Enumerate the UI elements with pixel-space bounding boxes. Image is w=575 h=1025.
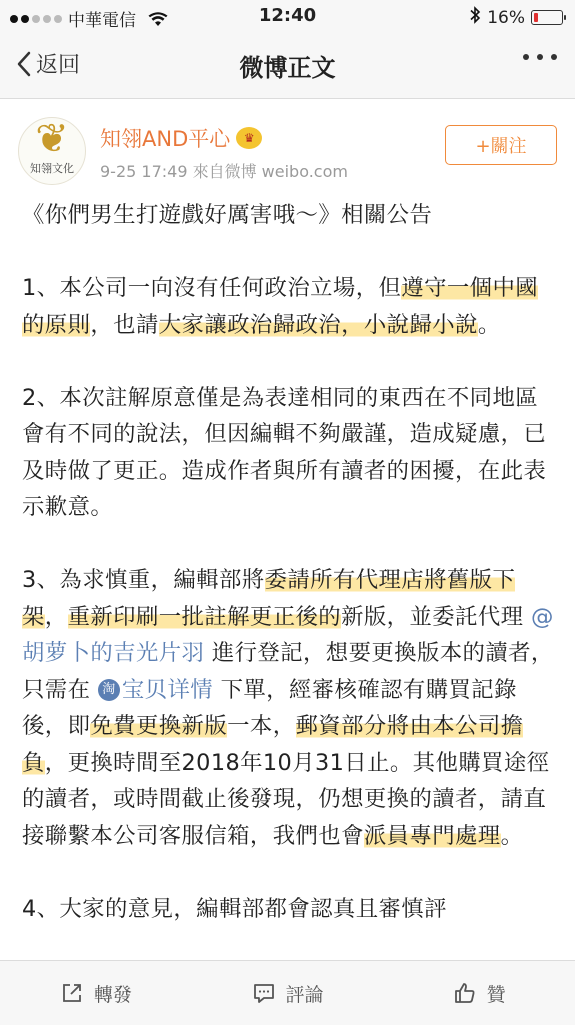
status-bar <box>0 0 575 34</box>
highlight: 遵守一個中國的原則 <box>22 275 539 338</box>
battery-icon <box>531 10 563 25</box>
vip-badge-icon: ♛ <box>236 127 262 149</box>
fade-overlay <box>0 935 575 961</box>
avatar-caption: 知翎文化 <box>30 162 74 175</box>
mention-link[interactable]: @胡萝卜的吉光片羽 <box>22 603 554 666</box>
comment-label: 評論 <box>285 983 324 1006</box>
status-right <box>469 6 563 29</box>
back-label: 返回 <box>36 53 81 78</box>
highlight: 委請所有代理店將舊版下架 <box>22 567 516 630</box>
username-link[interactable] <box>100 123 262 153</box>
paragraph-1: 1、本公司一向沒有任何政治立場，但遵守一個中國的原則，也請大家讓政治歸政治，小說歸小說。 <box>22 275 539 338</box>
comment-icon <box>252 981 276 1005</box>
status-time: 12:40 <box>258 5 317 26</box>
battery-percent: 16% <box>487 7 525 28</box>
highlight: 免費更換新版 <box>90 713 228 739</box>
more-options-button[interactable] <box>523 54 557 60</box>
repost-button[interactable] <box>0 961 192 1025</box>
highlight: 派員專門處理 <box>363 822 501 849</box>
avatar[interactable] <box>18 117 86 185</box>
post-meta: 9-25 17:49 來自微博 weibo.com <box>100 162 348 181</box>
paragraph-2: 2、本次註解原意僅是為表達相同的東西在不同地區會有不同的說法，但因編輯不夠嚴謹，造成疑慮，已及時做了更正。造成作者與所有讀者的困擾，在此表示歉意。 <box>22 384 547 520</box>
logo-icon: ❦ <box>35 117 69 162</box>
more-dots-icon <box>523 54 529 60</box>
post-title: 《你們男生打遊戲好厲害哦～》相關公告 <box>22 202 433 228</box>
post-body <box>22 197 557 927</box>
thumbs-up-icon <box>453 981 477 1005</box>
repost-label: 轉發 <box>93 983 132 1006</box>
highlight: 郵資部分將由本公司擔負 <box>22 713 524 776</box>
product-link[interactable]: 宝贝详情 <box>121 676 214 703</box>
post-header <box>0 99 575 199</box>
follow-button[interactable]: +關注 <box>445 125 557 165</box>
page-title: 微博正文 <box>239 54 336 82</box>
share-icon <box>60 981 84 1005</box>
bluetooth-icon <box>469 6 481 29</box>
username: 知翎AND平心 <box>100 127 231 151</box>
bottom-toolbar <box>0 960 575 1025</box>
paragraph-3: 3、為求慎重，編輯部將委請所有代理店將舊版下架，重新印刷一批註解更正後的新版，並委託代理 @胡萝卜的吉光片羽 進行登記，想要更換版本的讀者，只需在 淘 宝贝详情 下單，經審核確認有購買記錄後，即免費更換新版一本，郵資部分將由本公司擔負，更換時間至2018年10月31日止。其他購買途徑的讀者，或時間截止後發現，仍想更換的讀者，請直接聯繫本公司客服信箱，我們也會派員專門處理。 <box>22 567 554 849</box>
paragraph-4: 4、大家的意見，編輯部都會認真且審慎評 <box>22 895 447 922</box>
nav-bar <box>0 34 575 99</box>
taobao-icon: 淘 <box>98 679 120 701</box>
like-button[interactable] <box>383 961 575 1025</box>
carrier-label: 中華電信 <box>68 11 136 31</box>
comment-button[interactable] <box>192 961 384 1025</box>
like-label: 贊 <box>486 983 506 1006</box>
highlight: 重新印刷一批註解更正後的 <box>67 603 342 630</box>
highlight: 大家讓政治歸政治，小說歸小說 <box>158 311 478 338</box>
